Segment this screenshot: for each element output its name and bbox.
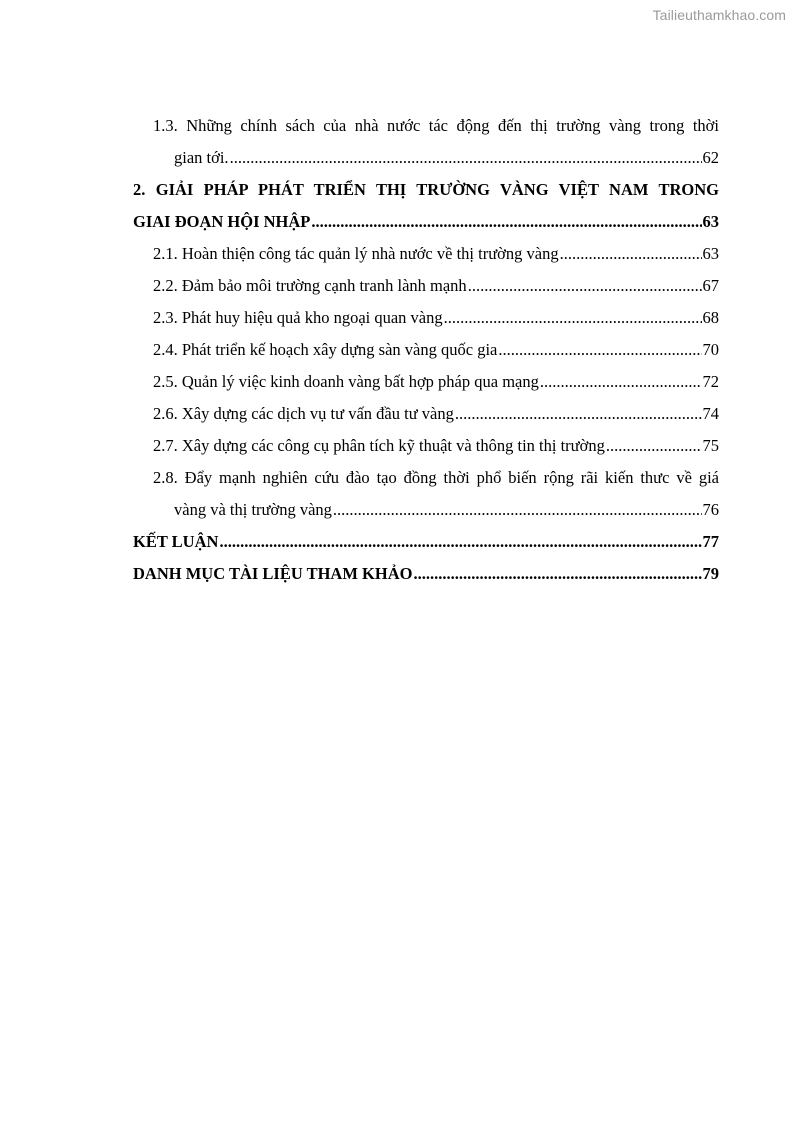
toc-page-number: 74	[702, 404, 719, 423]
toc-entry-ket-luan[interactable]	[133, 526, 719, 558]
toc-entry-title-line1: 1.3. Những chính sách của nhà nước tác động đến thị trường vàng trong thời	[153, 116, 719, 135]
toc-entry-2-4[interactable]	[133, 334, 719, 366]
watermark: Tailieuthamkhao.com	[652, 7, 786, 23]
dot-leader	[455, 398, 702, 430]
toc-page-number: 63	[702, 212, 719, 231]
dot-leader	[333, 494, 702, 526]
dot-leader	[498, 334, 701, 366]
dot-leader	[606, 430, 702, 462]
toc-page-number: 62	[702, 148, 719, 167]
toc-entry-title-line2: GIAI ĐOẠN HỘI NHẬP	[133, 212, 311, 231]
toc-entry-2-8[interactable]	[133, 462, 719, 526]
dot-leader	[444, 302, 702, 334]
toc-entry-2-7[interactable]	[133, 430, 719, 462]
toc-entry-title: KẾT LUẬN	[133, 532, 219, 551]
toc-entry-title-line2: vàng và thị trường vàng	[174, 500, 332, 519]
toc-page-number: 79	[702, 564, 719, 583]
toc-page-number: 68	[702, 308, 719, 327]
toc-entry-title: DANH MỤC TÀI LIỆU THAM KHẢO	[133, 564, 413, 583]
toc-entry-title-line2: gian tới.	[174, 148, 229, 167]
table-of-contents	[133, 110, 719, 590]
toc-entry-1-3[interactable]	[133, 110, 719, 174]
toc-page-number: 75	[702, 436, 719, 455]
toc-entry-title: 2.2. Đảm bảo môi trường cạnh tranh lành mạnh	[153, 276, 467, 295]
dot-leader	[468, 270, 702, 302]
dot-leader	[560, 238, 702, 270]
dot-leader	[230, 142, 702, 174]
dot-leader	[219, 526, 701, 558]
toc-page-number: 76	[702, 500, 719, 519]
dot-leader	[413, 558, 701, 590]
toc-entry-2-5[interactable]	[133, 366, 719, 398]
toc-entry-2-2[interactable]	[133, 270, 719, 302]
toc-page-number: 77	[702, 532, 719, 551]
toc-entry-title-line1: 2.8. Đẩy mạnh nghiên cứu đào tạo đồng thời phổ biến rộng rãi kiến thưc về giá	[153, 468, 719, 487]
toc-entry-2-3[interactable]	[133, 302, 719, 334]
toc-entry-title: 2.1. Hoàn thiện công tác quản lý nhà nước về thị trường vàng	[153, 244, 559, 263]
toc-entry-section-2[interactable]	[133, 174, 719, 238]
toc-page-number: 72	[702, 372, 719, 391]
toc-entry-title: 2.6. Xây dựng các dịch vụ tư vấn đầu tư vàng	[153, 404, 454, 423]
toc-entry-title: 2.3. Phát huy hiệu quả kho ngoại quan vàng	[153, 308, 443, 327]
toc-entry-title: 2.4. Phát triển kế hoạch xây dựng sàn vàng quốc gia	[153, 340, 498, 359]
toc-entry-2-1[interactable]	[133, 238, 719, 270]
toc-page-number: 70	[702, 340, 719, 359]
dot-leader	[540, 366, 702, 398]
toc-entry-title: 2.7. Xây dựng các công cụ phân tích kỹ thuật và thông tin thị trường	[153, 436, 605, 455]
toc-page-number: 67	[702, 276, 719, 295]
dot-leader	[311, 206, 701, 238]
toc-entry-2-6[interactable]	[133, 398, 719, 430]
toc-page-number: 63	[702, 244, 719, 263]
toc-entry-title: 2.5. Quản lý việc kinh doanh vàng bất hợp pháp qua mạng	[153, 372, 539, 391]
toc-entry-danh-muc[interactable]	[133, 558, 719, 590]
toc-entry-title-line1: 2. GIẢI PHÁP PHÁT TRIỂN THỊ TRƯỜNG VÀNG VIỆT NAM TRONG	[133, 180, 719, 199]
